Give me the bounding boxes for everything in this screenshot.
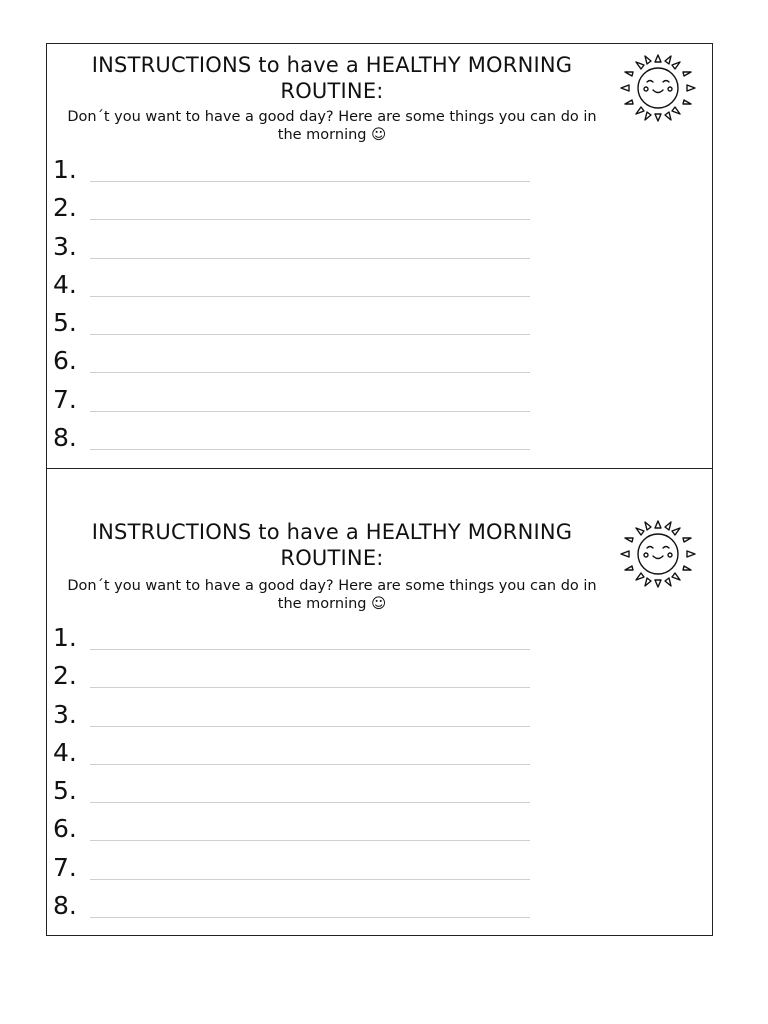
item-number: 8. <box>53 891 77 921</box>
write-line[interactable] <box>90 372 530 373</box>
item-number: 1. <box>53 623 77 652</box>
item-number: 6. <box>53 346 77 376</box>
write-line[interactable] <box>90 258 530 259</box>
write-line[interactable] <box>90 181 530 182</box>
item-number: 4. <box>53 269 77 299</box>
write-line[interactable] <box>90 726 530 727</box>
write-line[interactable] <box>90 219 530 220</box>
write-line[interactable] <box>90 334 530 335</box>
write-line[interactable] <box>90 764 530 765</box>
write-line[interactable] <box>90 411 530 412</box>
card-title: INSTRUCTIONS to have a HEALTHY MORNING ROUTINE: <box>91 53 573 103</box>
write-line[interactable] <box>90 687 530 688</box>
sun-icon <box>619 518 697 590</box>
item-number: 5. <box>53 308 77 338</box>
item-number: 2. <box>53 193 77 223</box>
item-number: 1. <box>53 155 77 184</box>
card-subtitle: Don´t you want to have a good day? Here are some things you can do in the morning ☺ <box>67 109 597 143</box>
item-number: 2. <box>53 661 77 691</box>
item-number: 7. <box>53 852 77 882</box>
write-line[interactable] <box>90 296 530 297</box>
worksheet <box>46 43 713 936</box>
item-number: 5. <box>53 776 77 806</box>
item-number: 3. <box>53 231 77 261</box>
card-subtitle: Don´t you want to have a good day? Here are some things you can do in the morning ☺ <box>67 578 597 612</box>
write-line[interactable] <box>90 879 530 880</box>
write-line[interactable] <box>90 840 530 841</box>
routine-card-bottom <box>47 469 712 937</box>
sun-icon <box>619 52 697 124</box>
item-number: 4. <box>53 737 77 767</box>
write-line[interactable] <box>90 449 530 450</box>
write-line[interactable] <box>90 802 530 803</box>
write-line[interactable] <box>90 917 530 918</box>
card-title: INSTRUCTIONS to have a HEALTHY MORNING ROUTINE: <box>91 520 573 570</box>
item-number: 6. <box>53 814 77 844</box>
write-line[interactable] <box>90 649 530 650</box>
item-number: 8. <box>53 423 77 453</box>
item-number: 3. <box>53 699 77 729</box>
item-number: 7. <box>53 384 77 414</box>
routine-card-top <box>47 44 712 469</box>
